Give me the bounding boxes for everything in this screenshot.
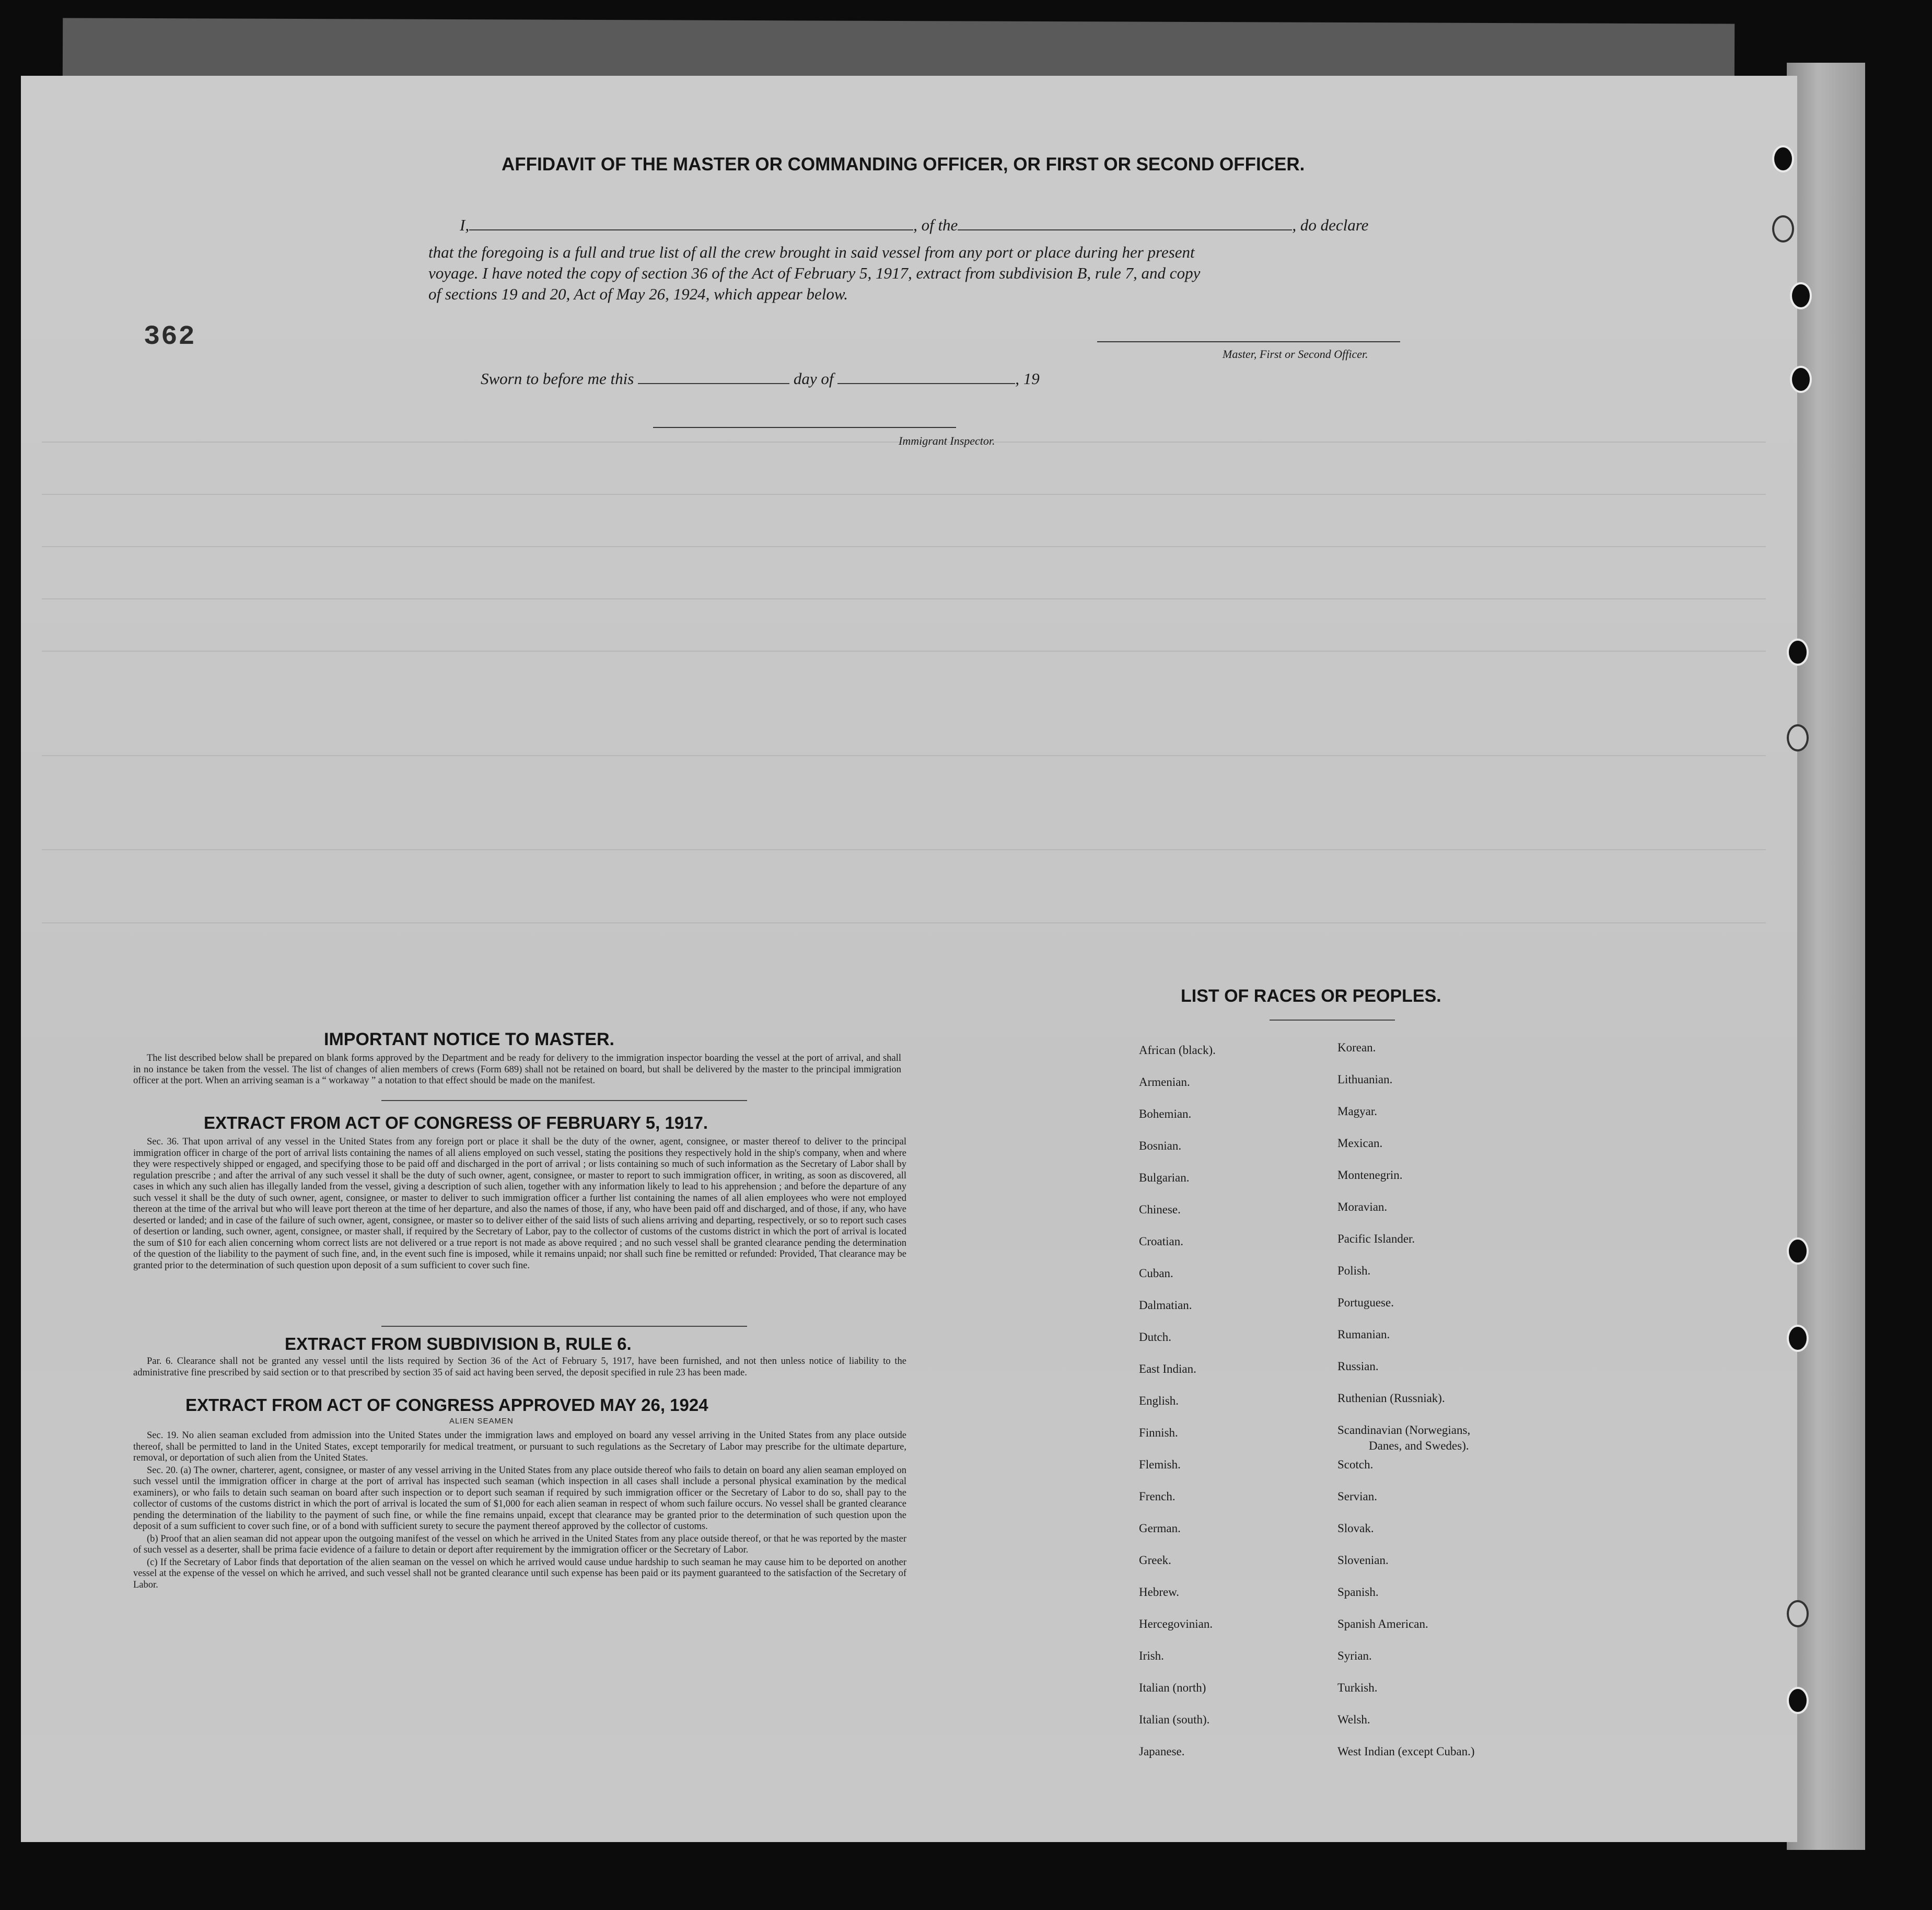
punch-hole-icon (1787, 1600, 1809, 1627)
race-item: Scandinavian (Norwegians, (1337, 1423, 1471, 1437)
bleed-through-line (42, 546, 1766, 547)
race-item: English. (1139, 1394, 1179, 1407)
race-item: Ruthenian (Russniak). (1337, 1392, 1445, 1405)
punch-hole-icon (1787, 1237, 1809, 1265)
punch-hole-icon (1790, 282, 1812, 309)
race-item: Hercegovinian. (1139, 1617, 1213, 1630)
affidavit-line-4: of sections 19 and 20, Act of May 26, 1924, which appear below. (428, 285, 848, 303)
race-item: Irish. (1139, 1649, 1164, 1662)
race-item: African (black). (1139, 1044, 1216, 1057)
divider (1270, 1020, 1395, 1021)
sec20a-paragraph: Sec. 20. (a) The owner, charterer, agent, consignee, or master of any vessel arriving in the United States from any place outside thereof who fails to detain on board any alien seaman employed on such vessel until the immigration officer in charge at the port of arrival has inspected such seaman (which inspection in all cases shall include a personal physical examination by the medical examiners), or who fails to detain such seaman on board after such inspection or to deport such seaman if required by such immigration officer or the Secretary of Labor to do so, shall pay to the collector of customs of the customs district in which the port of arrival is located the sum of $1,000 for each alien seaman in respect of whom such failure occurs. No vessel shall be granted clearance pending the determination of the liability to the payment of such fine, or while the fine remains unpaid, except that clearance may be granted prior to the determination of such question upon the deposit of a sum sufficient to cover such fine, or of a bond with sufficient surety to secure the payment thereof approved by the collector of customs. (133, 1465, 906, 1532)
race-item: Chinese. (1139, 1203, 1181, 1216)
page-number-stamp: 362 (144, 321, 196, 352)
race-item: East Indian. (1139, 1362, 1196, 1375)
race-item: Danes, and Swedes). (1369, 1439, 1469, 1452)
race-item: German. (1139, 1522, 1181, 1535)
race-item: Scotch. (1337, 1458, 1374, 1471)
alien-seamen-subtitle: ALIEN SEAMEN (449, 1417, 514, 1426)
punch-hole-icon (1787, 1325, 1809, 1352)
inspector-caption: Immigrant Inspector. (899, 434, 995, 447)
race-item: Mexican. (1337, 1137, 1383, 1150)
sec20c-paragraph: (c) If the Secretary of Labor finds that deportation of the alien seaman on the vessel on which he arrived would cause undue hardship to such seaman he may cause him to be deported on another vessel at the expense of the vessel on which he arrived, and such vessel shall not be granted clearance until such expense has been paid or its payment guaranteed to the satisfaction of the Secretary of Labor. (133, 1557, 906, 1590)
race-item: Armenian. (1139, 1075, 1190, 1089)
race-item: Lithuanian. (1337, 1073, 1393, 1086)
punch-hole-icon (1787, 1687, 1809, 1714)
affidavit-title: AFFIDAVIT OF THE MASTER OR COMMANDING OFFICER, OR FIRST OR SECOND OFFICER. (502, 154, 1305, 175)
punch-hole-icon (1787, 724, 1809, 751)
bleed-through-line (42, 755, 1766, 756)
race-item: Servian. (1337, 1490, 1378, 1503)
race-item: Rumanian. (1337, 1328, 1390, 1341)
race-item: Bosnian. (1139, 1139, 1182, 1152)
race-item: Magyar. (1337, 1105, 1378, 1118)
extract-1917-title: EXTRACT FROM ACT OF CONGRESS OF FEBRUARY 5, 1917. (204, 1113, 708, 1132)
race-item: Turkish. (1337, 1681, 1378, 1694)
race-item: Russian. (1337, 1360, 1379, 1373)
affidavit-i: I, (460, 216, 470, 234)
race-item: Moravian. (1337, 1200, 1388, 1213)
extract-1924-text (133, 1430, 906, 1592)
sworn-month-blank[interactable] (837, 371, 1015, 384)
race-item: Croatian. (1139, 1235, 1183, 1248)
bleed-through-line (42, 651, 1766, 652)
race-item: Slovenian. (1337, 1554, 1389, 1567)
divider (381, 1100, 747, 1101)
race-item: Italian (south). (1139, 1713, 1210, 1726)
sec20b-paragraph: (b) Proof that an alien seaman did not appear upon the outgoing manifest of the vessel on which he arrived in the United States from any place outside thereof, or that he was reported by the master of such vessel as a deserter, shall be prima facie evidence of a failure to detain or deport after requirement by the immigration officer or the Secretary of Labor. (133, 1533, 906, 1555)
race-item: Hebrew. (1139, 1585, 1180, 1599)
race-item: French. (1139, 1490, 1176, 1503)
backing-sheet-right (1787, 63, 1865, 1850)
race-item: Dalmatian. (1139, 1299, 1192, 1312)
name-blank[interactable] (469, 217, 913, 230)
document-page (21, 76, 1797, 1842)
race-item: Bulgarian. (1139, 1171, 1190, 1184)
race-item: Welsh. (1337, 1713, 1370, 1726)
race-item: Korean. (1337, 1041, 1376, 1054)
race-item: Flemish. (1139, 1458, 1181, 1471)
affidavit-line-1 (460, 216, 1368, 235)
punch-hole-icon (1790, 366, 1812, 393)
race-item: West Indian (except Cuban.) (1337, 1745, 1475, 1758)
rule6-title: EXTRACT FROM SUBDIVISION B, RULE 6. (285, 1334, 632, 1353)
punch-hole-icon (1772, 145, 1794, 172)
day-of-text: day of (793, 369, 834, 388)
notice-title: IMPORTANT NOTICE TO MASTER. (324, 1029, 614, 1049)
race-item: Polish. (1337, 1264, 1371, 1277)
affidavit-of-the: , of the (913, 216, 958, 234)
race-item: Portuguese. (1337, 1296, 1394, 1309)
race-item: Slovak. (1337, 1522, 1374, 1535)
race-item: Bohemian. (1139, 1107, 1192, 1120)
race-item: Greek. (1139, 1554, 1171, 1567)
race-item: Montenegrin. (1337, 1168, 1403, 1182)
rule6-text (133, 1356, 906, 1380)
master-caption: Master, First or Second Officer. (1223, 348, 1368, 361)
race-item: Spanish. (1337, 1585, 1379, 1599)
bleed-through-line (42, 849, 1766, 850)
punch-hole-icon (1787, 639, 1809, 666)
notice-paragraph: The list described below shall be prepared on blank forms approved by the Department and be ready for delivery to the immigration inspector boarding the vessel at the port of arrival, and shall in no instance be taken from the vessel. The list of changes of alien members of crews (Form 689) shall not be retained on board, but shall be delivered by the master to the principal immigration officer at the port. When an arriving seaman is a “ workaway ” a notation to that effect should be made on the manifest. (133, 1053, 901, 1086)
par6-paragraph: Par. 6. Clearance shall not be granted any vessel until the lists required by Section 36 of the Act of February 5, 1917, have been furnished, and not then unless notice of liability to the administrative fine prescribed by said section or to that prescribed by section 35 of said act having been served, the deposit specified in rule 23 has been made. (133, 1356, 906, 1378)
divider (381, 1326, 747, 1327)
race-item: Japanese. (1139, 1745, 1185, 1758)
sworn-day-blank[interactable] (638, 371, 789, 384)
race-item: Cuban. (1139, 1267, 1173, 1280)
affidavit-line-2: that the foregoing is a full and true list of all the crew brought in said vessel from any port or place during her present (428, 243, 1195, 261)
notice-text (133, 1053, 901, 1088)
race-item: Italian (north) (1139, 1681, 1206, 1694)
inspector-signature-line[interactable] (653, 427, 956, 428)
race-item: Pacific Islander. (1337, 1232, 1415, 1245)
bleed-through-line (42, 598, 1766, 599)
vessel-blank[interactable] (958, 217, 1292, 230)
sworn-text: Sworn to before me this (481, 369, 634, 388)
affidavit-line-3: voyage. I have noted the copy of section 36 of the Act of February 5, 1917, extract from subdivision B, rule 7, and copy (428, 264, 1201, 282)
extract-1917-text (133, 1137, 906, 1272)
punch-hole-icon (1772, 215, 1794, 242)
races-title: LIST OF RACES OR PEOPLES. (1181, 986, 1441, 1006)
sworn-line (481, 369, 1040, 388)
race-item: Finnish. (1139, 1426, 1178, 1439)
affidavit-do-declare: , do declare (1292, 216, 1369, 234)
race-item: Dutch. (1139, 1330, 1171, 1344)
sec36-paragraph: Sec. 36. That upon arrival of any vessel in the United States from any foreign port or place it shall be the duty of the owner, agent, consignee, or master thereof to deliver to the principal immigration officer in charge of the port of arrival lists containing the names of all aliens employed on such vessel, stating the positions they respectively hold in the ship's company, when and where they were respectively shipped or engaged, and specifying those to be paid off and discharged in the port of arrival ; or lists containing so much of such information as the Secretary of Labor shall by regulation prescribe ; and after the arrival of any such vessel it shall be the duty of such owner, agent, consignee, or master to report to such immigration officer, in writing, as soon as discovered, all cases in which any such alien has illegally landed from the vessel, giving a description of such alien, together with any information likely to lead to his apprehension ; and before the departure of any such vessel it shall be the duty of such owner, agent, consignee, or master to deliver to such immigration officer a further list containing the names of all alien employees who were not employed thereon at the time of the arrival but who will leave port thereon at the time of her departure, and also the names of those, if any, who have been paid off and discharged, and of those, if any, who have deserted or landed; and in case of the failure of such owner, agent, consignee, or master so to deliver either of the said lists of such aliens arriving and departing, respectively, or so to report such cases of desertion or landing, such owner, agent, consignee, or master shall, if required by the Secretary of Labor, pay to the collector of customs of the customs district in which the port of arrival is located the sum of $10 for each alien concerning whom correct lists are not delivered or a true report is not made as above required ; and no such vessel shall be granted clearance pending the determination of the question of the liability to the payment of such fine, and, in the event such fine is imposed, while it remains unpaid; nor shall such fine be remitted or refunded: Provided, That clearance may be granted prior to the determination of such question upon deposit of a sum sufficient to cover such fine. (133, 1137, 906, 1271)
master-signature-line[interactable] (1097, 341, 1400, 342)
extract-1924-title: EXTRACT FROM ACT OF CONGRESS APPROVED MAY 26, 1924 (185, 1395, 708, 1415)
race-item: Spanish American. (1337, 1617, 1428, 1630)
bleed-through-line (42, 494, 1766, 495)
year-prefix: , 19 (1015, 369, 1040, 388)
bleed-through-line (42, 922, 1766, 923)
race-item: Syrian. (1337, 1649, 1372, 1662)
sec19-paragraph: Sec. 19. No alien seaman excluded from admission into the United States under the immigration laws and employed on board any vessel arriving in the United States from any place outside thereof, shall be permitted to land in the United States, except temporarily for medical treatment, or pursuant to such regulations as the Secretary of Labor may prescribe for the ultimate departure, removal, or deportation of such alien from the United States. (133, 1430, 906, 1463)
